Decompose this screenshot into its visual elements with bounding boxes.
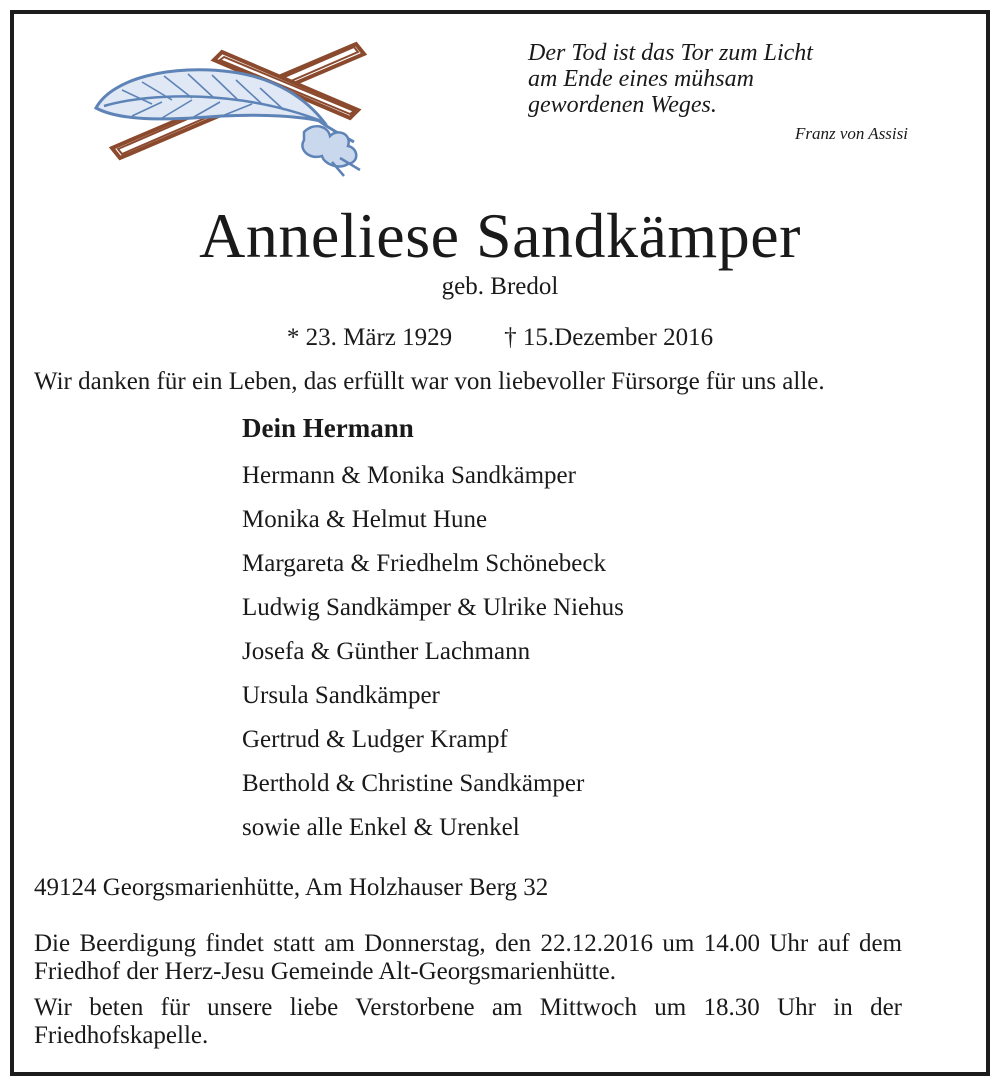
prayer-paragraph: Wir beten für unsere liebe Verstorbene am Mittwoch um 18.30 Uhr in der Friedhofskapelle. — [34, 994, 902, 1049]
maiden-name: geb. Bredol — [441, 273, 559, 300]
quote-line: am Ende eines mühsam — [528, 66, 754, 92]
quote-author: Franz von Assisi — [794, 124, 908, 143]
cross-with-quill-icon — [92, 30, 372, 180]
birth-date: * 23. März 1929 — [286, 324, 453, 351]
list-item: Dein Hermann — [242, 413, 414, 443]
feather-icon — [96, 70, 360, 176]
list-item: Ludwig Sandkämper & Ulrike Niehus — [242, 594, 624, 621]
address: 49124 Georgsmarienhütte, Am Holzhauser Berg 32 — [34, 874, 549, 901]
deceased-name: Anneliese Sandkämper — [199, 200, 801, 271]
life-dates — [0, 323, 1000, 353]
mourners-list — [242, 413, 942, 857]
quote-line: gewordenen Weges. — [528, 92, 717, 118]
list-item: Hermann & Monika Sandkämper — [242, 462, 576, 489]
funeral-info — [34, 930, 902, 1050]
list-item: Berthold & Christine Sandkämper — [242, 770, 585, 797]
death-date: † 15.Dezember 2016 — [504, 324, 714, 351]
thanks-text: Wir danken für ein Leben, das erfüllt war von liebevoller Fürsorge für uns alle. — [34, 368, 825, 395]
list-item: Ursula Sandkämper — [242, 682, 440, 709]
list-item: Margareta & Friedhelm Schönebeck — [242, 550, 607, 577]
quote-line: Der Tod ist das Tor zum Licht — [528, 40, 813, 66]
list-item: Monika & Helmut Hune — [242, 506, 488, 533]
funeral-paragraph: Die Beerdigung findet statt am Donnerstag, den 22.12.2016 um 14.00 Uhr auf dem Friedhof der Herz-Jesu Gemeinde Alt-Georgsmarienhütte. — [34, 930, 902, 985]
list-item: sowie alle Enkel & Urenkel — [242, 814, 520, 841]
list-item: Josefa & Günther Lachmann — [242, 638, 531, 665]
list-item: Gertrud & Ludger Krampf — [242, 726, 508, 753]
quote-block — [528, 40, 918, 144]
